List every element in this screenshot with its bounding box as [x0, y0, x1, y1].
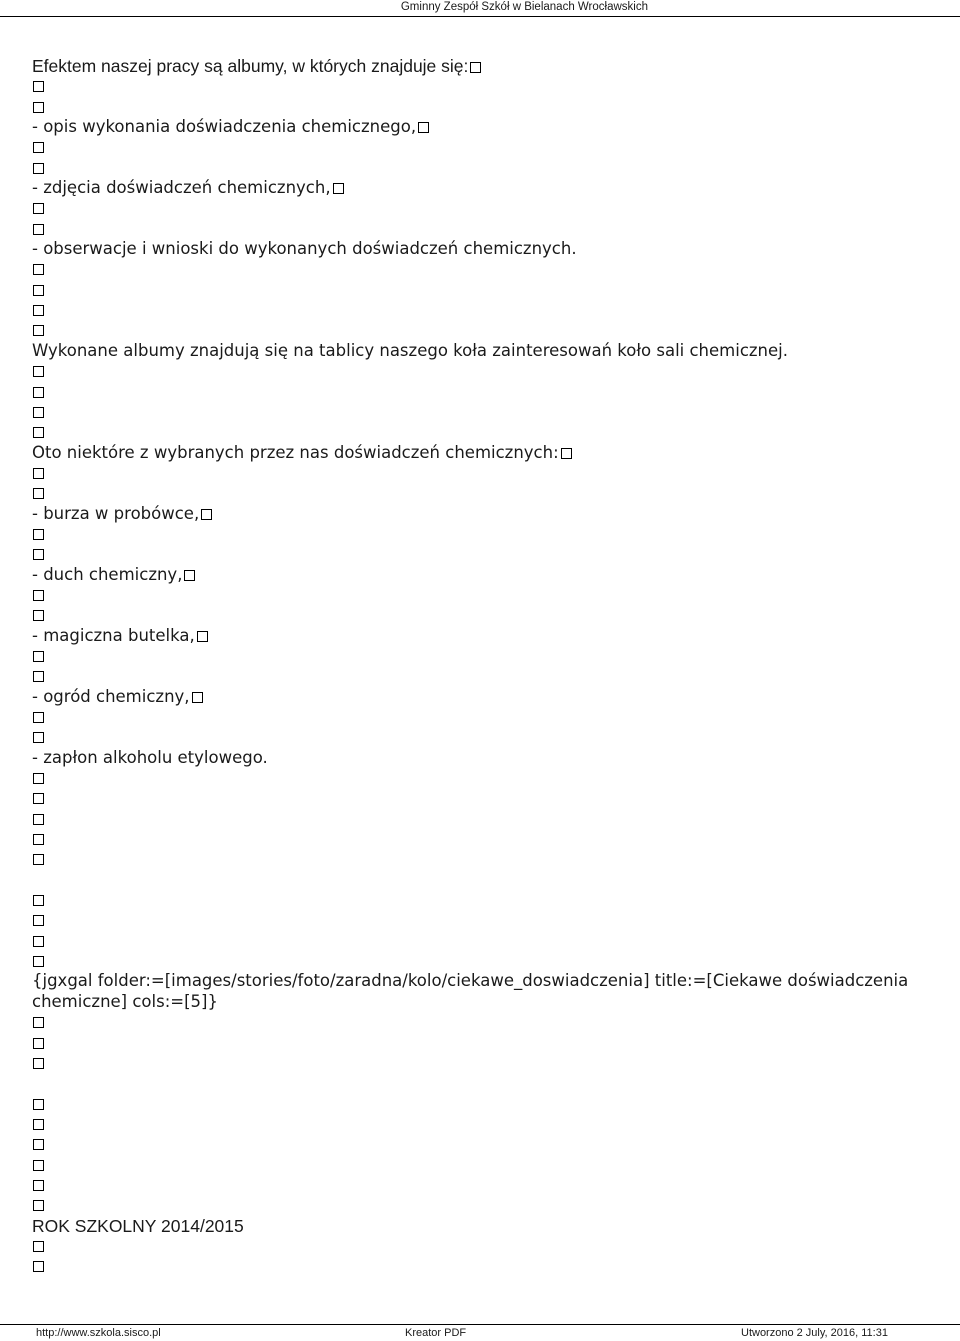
missing-glyph-box-icon [33, 305, 44, 316]
footer-divider [0, 1324, 960, 1325]
missing-glyph-box-icon [33, 529, 44, 540]
empty-line [32, 890, 922, 910]
missing-glyph-box-icon [33, 1139, 44, 1150]
missing-glyph-box-icon [33, 366, 44, 377]
empty-line [32, 727, 922, 747]
missing-glyph-box-icon [33, 793, 44, 804]
text-line [32, 341, 922, 361]
empty-line [32, 300, 922, 320]
footer-created-date: Utworzono 2 July, 2016, 11:31 [741, 1327, 888, 1339]
empty-line [32, 1033, 922, 1053]
missing-glyph-box-icon [33, 915, 44, 926]
empty-line [32, 1053, 922, 1073]
missing-glyph-box-icon [33, 732, 44, 743]
missing-glyph-box-icon [33, 163, 44, 174]
text-line [32, 1216, 922, 1236]
text-line [32, 504, 922, 524]
empty-line [32, 910, 922, 930]
missing-glyph-box-icon [33, 387, 44, 398]
missing-glyph-box-icon [33, 1099, 44, 1110]
text-line [32, 443, 922, 463]
line-text: - duch chemiczny, [32, 564, 183, 584]
empty-line [32, 259, 922, 279]
empty-line [32, 829, 922, 849]
missing-glyph-box-icon [33, 854, 44, 865]
missing-glyph-box-icon [33, 1058, 44, 1069]
missing-glyph-box-icon [197, 631, 208, 642]
empty-line [32, 605, 922, 625]
empty-line [32, 1012, 922, 1032]
empty-line [32, 1114, 922, 1134]
missing-glyph-box-icon [33, 773, 44, 784]
missing-glyph-box-icon [33, 956, 44, 967]
line-text: Oto niektóre z wybranych przez nas doświadczeń chemicznych: [32, 442, 559, 462]
empty-line [32, 707, 922, 727]
missing-glyph-box-icon [33, 1038, 44, 1049]
missing-glyph-box-icon [33, 1017, 44, 1028]
empty-line [32, 1134, 922, 1154]
page-header [0, 0, 960, 17]
empty-line [32, 951, 922, 971]
header-divider [0, 16, 960, 17]
footer-url: http://www.szkola.sisco.pl [36, 1327, 161, 1339]
missing-glyph-box-icon [33, 427, 44, 438]
empty-line [32, 97, 922, 117]
missing-glyph-box-icon [33, 1241, 44, 1252]
missing-glyph-box-icon [33, 224, 44, 235]
footer-generator: Kreator PDF [405, 1327, 467, 1339]
empty-line [32, 158, 922, 178]
missing-glyph-box-icon [33, 264, 44, 275]
line-text: - burza w probówce, [32, 503, 200, 523]
document-body [32, 56, 922, 1277]
text-line [32, 56, 922, 76]
missing-glyph-box-icon [33, 203, 44, 214]
missing-glyph-box-icon [33, 549, 44, 560]
empty-line [32, 422, 922, 442]
empty-line [32, 1094, 922, 1114]
line-text: Wykonane albumy znajdują się na tablicy naszego koła zainteresowań koło sali chemicznej. [32, 340, 788, 360]
missing-glyph-box-icon [33, 1200, 44, 1211]
line-text: - magiczna butelka, [32, 625, 195, 645]
missing-glyph-box-icon [33, 895, 44, 906]
missing-glyph-box-icon [33, 488, 44, 499]
missing-glyph-box-icon [33, 468, 44, 479]
empty-line [32, 382, 922, 402]
empty-line [32, 219, 922, 239]
empty-line [32, 646, 922, 666]
missing-glyph-box-icon [33, 325, 44, 336]
text-line [32, 239, 922, 259]
empty-line [32, 1073, 922, 1093]
line-text: - zdjęcia doświadczeń chemicznych, [32, 178, 331, 198]
line-text: - obserwacje i wnioski do wykonanych doświadczeń chemicznych. [32, 239, 577, 259]
line-text: - ogród chemiczny, [32, 686, 190, 706]
missing-glyph-box-icon [33, 834, 44, 845]
empty-line [32, 849, 922, 869]
empty-line [32, 585, 922, 605]
line-text: - zapłon alkoholu etylowego. [32, 747, 268, 767]
missing-glyph-box-icon [201, 509, 212, 520]
missing-glyph-box-icon [192, 692, 203, 703]
empty-line [32, 198, 922, 218]
missing-glyph-box-icon [33, 1160, 44, 1171]
missing-glyph-box-icon [33, 1119, 44, 1130]
page-footer [0, 1324, 960, 1341]
empty-line [32, 1195, 922, 1215]
missing-glyph-box-icon [333, 183, 344, 194]
missing-glyph-box-icon [33, 1261, 44, 1272]
line-text: {jgxgal folder:=[images/stories/foto/zaradna/kolo/ciekawe_doswiadczenia] title:=[Ciekawe doświadczenia chemiczne] cols:=[5]} [32, 971, 909, 1011]
text-line [32, 626, 922, 646]
empty-line [32, 402, 922, 422]
missing-glyph-box-icon [470, 62, 481, 73]
missing-glyph-box-icon [33, 651, 44, 662]
missing-glyph-box-icon [33, 936, 44, 947]
line-text: - opis wykonania doświadczenia chemicznego, [32, 117, 417, 137]
missing-glyph-box-icon [418, 122, 429, 133]
empty-line [32, 361, 922, 381]
empty-line [32, 280, 922, 300]
text-line [32, 117, 922, 137]
missing-glyph-box-icon [561, 448, 572, 459]
empty-line [32, 666, 922, 686]
missing-glyph-box-icon [33, 712, 44, 723]
text-line [32, 178, 922, 198]
missing-glyph-box-icon [33, 1180, 44, 1191]
missing-glyph-box-icon [184, 570, 195, 581]
missing-glyph-box-icon [33, 102, 44, 113]
missing-glyph-box-icon [33, 814, 44, 825]
empty-line [32, 768, 922, 788]
empty-line [32, 137, 922, 157]
empty-line [32, 809, 922, 829]
missing-glyph-box-icon [33, 142, 44, 153]
text-line [32, 971, 922, 1012]
empty-line [32, 1236, 922, 1256]
empty-line [32, 931, 922, 951]
empty-line [32, 870, 922, 890]
missing-glyph-box-icon [33, 590, 44, 601]
missing-glyph-box-icon [33, 81, 44, 92]
missing-glyph-box-icon [33, 671, 44, 682]
text-line [32, 687, 922, 707]
empty-line [32, 320, 922, 340]
empty-line [32, 1155, 922, 1175]
empty-line [32, 76, 922, 96]
missing-glyph-box-icon [33, 285, 44, 296]
empty-line [32, 1175, 922, 1195]
empty-line [32, 1256, 922, 1276]
missing-glyph-box-icon [33, 407, 44, 418]
text-line [32, 748, 922, 768]
header-title: Gminny Zespół Szkół w Bielanach Wrocławskich [400, 1, 648, 13]
empty-line [32, 463, 922, 483]
empty-line [32, 544, 922, 564]
line-text: ROK SZKOLNY 2014/2015 [32, 1215, 244, 1236]
empty-line [32, 483, 922, 503]
empty-line [32, 524, 922, 544]
missing-glyph-box-icon [33, 610, 44, 621]
empty-line [32, 788, 922, 808]
text-line [32, 565, 922, 585]
line-text: Efektem naszej pracy są albumy, w których znajduje się: [32, 56, 469, 76]
